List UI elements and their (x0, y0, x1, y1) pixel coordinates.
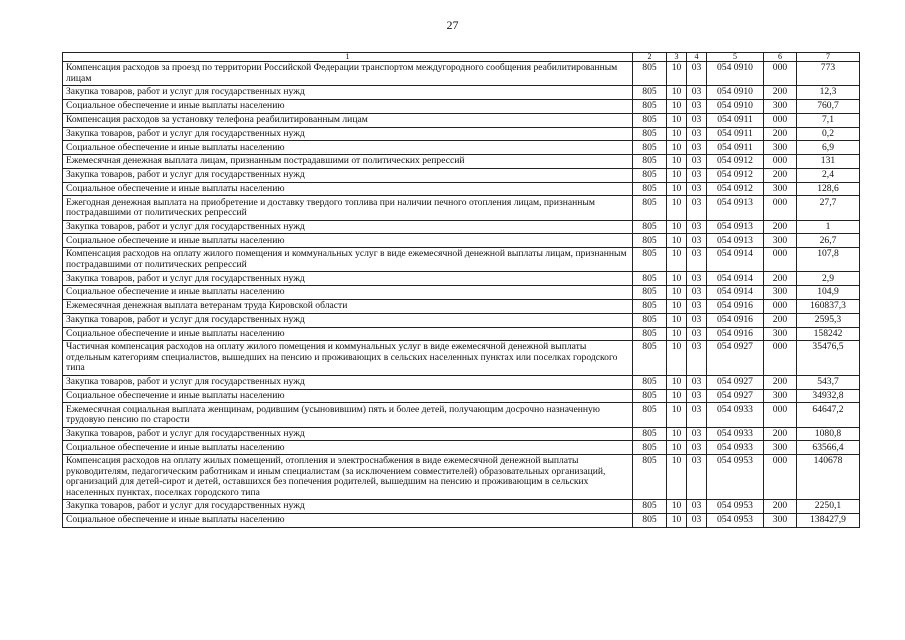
section-code: 10 (667, 196, 687, 220)
expense-type-code: 300 (764, 182, 797, 196)
target-article-code: 054 0912 (707, 182, 764, 196)
section-code: 10 (667, 513, 687, 527)
row-description: Ежемесячная денежная выплата ветеранам труда Кировской области (63, 299, 633, 313)
row-description: Ежегодная денежная выплата на приобретение и доставку твердого топлива при наличии печного отопления лицам, признанным пострадавшими от политических репрессий (63, 196, 633, 220)
row-description: Компенсация расходов за проезд по территории Российской Федерации транспортом междугородного сообщения реабилитированным лицам (63, 62, 633, 86)
table-row (63, 389, 860, 403)
target-article-code: 054 0953 (707, 455, 764, 500)
ministry-code: 805 (633, 341, 667, 376)
target-article-code: 054 0910 (707, 86, 764, 100)
section-code: 10 (667, 113, 687, 127)
amount: 158242 (797, 327, 860, 341)
budget-table (62, 52, 860, 528)
table-row (63, 99, 860, 113)
ministry-code: 805 (633, 272, 667, 286)
row-description: Ежемесячная денежная выплата лицам, признанным пострадавшими от политических репрессий (63, 155, 633, 169)
target-article-code: 054 0927 (707, 341, 764, 376)
target-article-code: 054 0953 (707, 513, 764, 527)
table-row (63, 286, 860, 300)
expense-type-code: 200 (764, 272, 797, 286)
subsection-code: 03 (687, 113, 707, 127)
ministry-code: 805 (633, 375, 667, 389)
amount: 543,7 (797, 375, 860, 389)
target-article-code: 054 0916 (707, 327, 764, 341)
row-description: Закупка товаров, работ и услуг для государственных нужд (63, 220, 633, 234)
amount: 131 (797, 155, 860, 169)
column-header: 1 (63, 53, 633, 62)
ministry-code: 805 (633, 513, 667, 527)
ministry-code: 805 (633, 182, 667, 196)
row-description: Социальное обеспечение и иные выплаты населению (63, 327, 633, 341)
amount: 27,7 (797, 196, 860, 220)
table-row (63, 155, 860, 169)
expense-type-code: 000 (764, 62, 797, 86)
subsection-code: 03 (687, 220, 707, 234)
section-code: 10 (667, 86, 687, 100)
table-row (63, 455, 860, 500)
subsection-code: 03 (687, 313, 707, 327)
row-description: Ежемесячная социальная выплата женщинам, родившим (усыновившим) пять и более детей, получающим досрочно назначенную трудовую пенсию по старости (63, 403, 633, 427)
table-row (63, 375, 860, 389)
table-row (63, 196, 860, 220)
amount: 6,9 (797, 141, 860, 155)
row-description: Социальное обеспечение и иные выплаты населению (63, 389, 633, 403)
section-code: 10 (667, 375, 687, 389)
table-row (63, 86, 860, 100)
amount: 26,7 (797, 234, 860, 248)
table-row (63, 299, 860, 313)
amount: 138427,9 (797, 513, 860, 527)
amount: 104,9 (797, 286, 860, 300)
subsection-code: 03 (687, 389, 707, 403)
expense-type-code: 200 (764, 168, 797, 182)
amount: 107,8 (797, 248, 860, 272)
subsection-code: 03 (687, 375, 707, 389)
section-code: 10 (667, 403, 687, 427)
section-code: 10 (667, 455, 687, 500)
amount: 0,2 (797, 127, 860, 141)
expense-type-code: 300 (764, 389, 797, 403)
row-description: Социальное обеспечение и иные выплаты населению (63, 286, 633, 300)
ministry-code: 805 (633, 196, 667, 220)
row-description: Закупка товаров, работ и услуг для государственных нужд (63, 272, 633, 286)
row-description: Закупка товаров, работ и услуг для государственных нужд (63, 375, 633, 389)
row-description: Социальное обеспечение и иные выплаты населению (63, 513, 633, 527)
subsection-code: 03 (687, 168, 707, 182)
table-row (63, 403, 860, 427)
row-description: Социальное обеспечение и иные выплаты населению (63, 141, 633, 155)
row-description: Закупка товаров, работ и услуг для государственных нужд (63, 427, 633, 441)
expense-type-code: 000 (764, 455, 797, 500)
ministry-code: 805 (633, 441, 667, 455)
subsection-code: 03 (687, 196, 707, 220)
row-description: Закупка товаров, работ и услуг для государственных нужд (63, 500, 633, 514)
section-code: 10 (667, 62, 687, 86)
ministry-code: 805 (633, 286, 667, 300)
target-article-code: 054 0916 (707, 313, 764, 327)
expense-type-code: 000 (764, 155, 797, 169)
target-article-code: 054 0911 (707, 127, 764, 141)
ministry-code: 805 (633, 313, 667, 327)
subsection-code: 03 (687, 427, 707, 441)
target-article-code: 054 0913 (707, 234, 764, 248)
target-article-code: 054 0927 (707, 389, 764, 403)
amount: 160837,3 (797, 299, 860, 313)
row-description: Компенсация расходов на оплату жилых помещений, отопления и электроснабжения в виде ежемесячной денежной выплаты руководителям, педагогическим работникам и иным специалистам (за исключением совместителей) образовательных организаций, организаций для детей-сирот и детей, оставшихся без попечения родителей, вышедшим на пенсию и проживающим в сельских населенных пунктах, поселках городского типа (63, 455, 633, 500)
ministry-code: 805 (633, 113, 667, 127)
row-description: Социальное обеспечение и иные выплаты населению (63, 99, 633, 113)
row-description: Социальное обеспечение и иные выплаты населению (63, 441, 633, 455)
expense-type-code: 300 (764, 234, 797, 248)
ministry-code: 805 (633, 234, 667, 248)
section-code: 10 (667, 127, 687, 141)
table-row (63, 427, 860, 441)
expense-type-code: 200 (764, 127, 797, 141)
expense-type-code: 300 (764, 99, 797, 113)
expense-type-code: 200 (764, 427, 797, 441)
subsection-code: 03 (687, 248, 707, 272)
expense-type-code: 000 (764, 248, 797, 272)
ministry-code: 805 (633, 168, 667, 182)
expense-type-code: 200 (764, 220, 797, 234)
ministry-code: 805 (633, 127, 667, 141)
subsection-code: 03 (687, 86, 707, 100)
table-row (63, 220, 860, 234)
row-description: Социальное обеспечение и иные выплаты населению (63, 182, 633, 196)
row-description: Компенсация расходов за установку телефона реабилитированным лицам (63, 113, 633, 127)
target-article-code: 054 0913 (707, 196, 764, 220)
amount: 140678 (797, 455, 860, 500)
target-article-code: 054 0933 (707, 441, 764, 455)
amount: 12,3 (797, 86, 860, 100)
expense-type-code: 000 (764, 299, 797, 313)
ministry-code: 805 (633, 455, 667, 500)
subsection-code: 03 (687, 513, 707, 527)
section-code: 10 (667, 427, 687, 441)
column-header: 2 (633, 53, 667, 62)
target-article-code: 054 0911 (707, 113, 764, 127)
subsection-code: 03 (687, 127, 707, 141)
amount: 2,4 (797, 168, 860, 182)
expense-type-code: 300 (764, 141, 797, 155)
subsection-code: 03 (687, 500, 707, 514)
expense-type-code: 200 (764, 500, 797, 514)
table-row (63, 513, 860, 527)
amount: 2250,1 (797, 500, 860, 514)
amount: 1 (797, 220, 860, 234)
subsection-code: 03 (687, 403, 707, 427)
expense-type-code: 000 (764, 196, 797, 220)
column-header: 4 (687, 53, 707, 62)
ministry-code: 805 (633, 220, 667, 234)
table-row (63, 313, 860, 327)
section-code: 10 (667, 155, 687, 169)
table-row (63, 500, 860, 514)
subsection-code: 03 (687, 182, 707, 196)
section-code: 10 (667, 441, 687, 455)
section-code: 10 (667, 299, 687, 313)
subsection-code: 03 (687, 286, 707, 300)
subsection-code: 03 (687, 62, 707, 86)
expense-type-code: 000 (764, 113, 797, 127)
column-header: 5 (707, 53, 764, 62)
target-article-code: 054 0912 (707, 155, 764, 169)
expense-type-code: 200 (764, 313, 797, 327)
column-number-row (63, 53, 860, 62)
ministry-code: 805 (633, 327, 667, 341)
target-article-code: 054 0912 (707, 168, 764, 182)
amount: 7,1 (797, 113, 860, 127)
section-code: 10 (667, 313, 687, 327)
target-article-code: 054 0916 (707, 299, 764, 313)
subsection-code: 03 (687, 441, 707, 455)
row-description: Закупка товаров, работ и услуг для государственных нужд (63, 313, 633, 327)
table-row (63, 113, 860, 127)
row-description: Закупка товаров, работ и услуг для государственных нужд (63, 168, 633, 182)
subsection-code: 03 (687, 234, 707, 248)
expense-type-code: 000 (764, 341, 797, 376)
amount: 773 (797, 62, 860, 86)
ministry-code: 805 (633, 248, 667, 272)
section-code: 10 (667, 286, 687, 300)
target-article-code: 054 0913 (707, 220, 764, 234)
column-header: 6 (764, 53, 797, 62)
ministry-code: 805 (633, 427, 667, 441)
ministry-code: 805 (633, 403, 667, 427)
expense-type-code: 300 (764, 513, 797, 527)
subsection-code: 03 (687, 455, 707, 500)
ministry-code: 805 (633, 62, 667, 86)
table-row (63, 127, 860, 141)
ministry-code: 805 (633, 155, 667, 169)
table-row (63, 272, 860, 286)
ministry-code: 805 (633, 141, 667, 155)
amount: 35476,5 (797, 341, 860, 376)
target-article-code: 054 0914 (707, 248, 764, 272)
target-article-code: 054 0911 (707, 141, 764, 155)
target-article-code: 054 0933 (707, 403, 764, 427)
expense-type-code: 300 (764, 441, 797, 455)
subsection-code: 03 (687, 141, 707, 155)
row-description: Закупка товаров, работ и услуг для государственных нужд (63, 86, 633, 100)
ministry-code: 805 (633, 299, 667, 313)
column-header: 3 (667, 53, 687, 62)
subsection-code: 03 (687, 299, 707, 313)
row-description: Компенсация расходов на оплату жилого помещения и коммунальных услуг в виде ежемесячной денежной выплаты лицам, признанным пострадавшими от политических репрессий (63, 248, 633, 272)
section-code: 10 (667, 248, 687, 272)
amount: 34932,8 (797, 389, 860, 403)
target-article-code: 054 0953 (707, 500, 764, 514)
amount: 2,9 (797, 272, 860, 286)
table-row (63, 141, 860, 155)
amount: 2595,3 (797, 313, 860, 327)
section-code: 10 (667, 234, 687, 248)
table-row (63, 341, 860, 376)
table-row (63, 168, 860, 182)
section-code: 10 (667, 272, 687, 286)
row-description: Частичная компенсация расходов на оплату жилого помещения и коммунальных услуг в виде ежемесячной денежной выплаты отдельным категориям специалистов, вышедших на пенсию и проживающих в сельских населенных пунктах или поселках городского типа (63, 341, 633, 376)
target-article-code: 054 0914 (707, 286, 764, 300)
section-code: 10 (667, 327, 687, 341)
amount: 128,6 (797, 182, 860, 196)
target-article-code: 054 0914 (707, 272, 764, 286)
amount: 63566,4 (797, 441, 860, 455)
section-code: 10 (667, 220, 687, 234)
ministry-code: 805 (633, 500, 667, 514)
ministry-code: 805 (633, 86, 667, 100)
amount: 760,7 (797, 99, 860, 113)
section-code: 10 (667, 182, 687, 196)
expense-type-code: 200 (764, 375, 797, 389)
column-header: 7 (797, 53, 860, 62)
subsection-code: 03 (687, 341, 707, 376)
subsection-code: 03 (687, 155, 707, 169)
section-code: 10 (667, 389, 687, 403)
table-row (63, 182, 860, 196)
section-code: 10 (667, 500, 687, 514)
subsection-code: 03 (687, 99, 707, 113)
subsection-code: 03 (687, 327, 707, 341)
section-code: 10 (667, 141, 687, 155)
expense-type-code: 000 (764, 403, 797, 427)
ministry-code: 805 (633, 389, 667, 403)
ministry-code: 805 (633, 99, 667, 113)
amount: 64647,2 (797, 403, 860, 427)
table-row (63, 327, 860, 341)
amount: 1080,8 (797, 427, 860, 441)
expense-type-code: 200 (764, 86, 797, 100)
expense-type-code: 300 (764, 286, 797, 300)
section-code: 10 (667, 99, 687, 113)
expense-type-code: 300 (764, 327, 797, 341)
row-description: Закупка товаров, работ и услуг для государственных нужд (63, 127, 633, 141)
table-row (63, 248, 860, 272)
section-code: 10 (667, 341, 687, 376)
table-row (63, 234, 860, 248)
row-description: Социальное обеспечение и иные выплаты населению (63, 234, 633, 248)
target-article-code: 054 0927 (707, 375, 764, 389)
section-code: 10 (667, 168, 687, 182)
table-row (63, 441, 860, 455)
target-article-code: 054 0910 (707, 99, 764, 113)
table-row (63, 62, 860, 86)
subsection-code: 03 (687, 272, 707, 286)
target-article-code: 054 0910 (707, 62, 764, 86)
target-article-code: 054 0933 (707, 427, 764, 441)
page-number: 27 (446, 18, 459, 32)
